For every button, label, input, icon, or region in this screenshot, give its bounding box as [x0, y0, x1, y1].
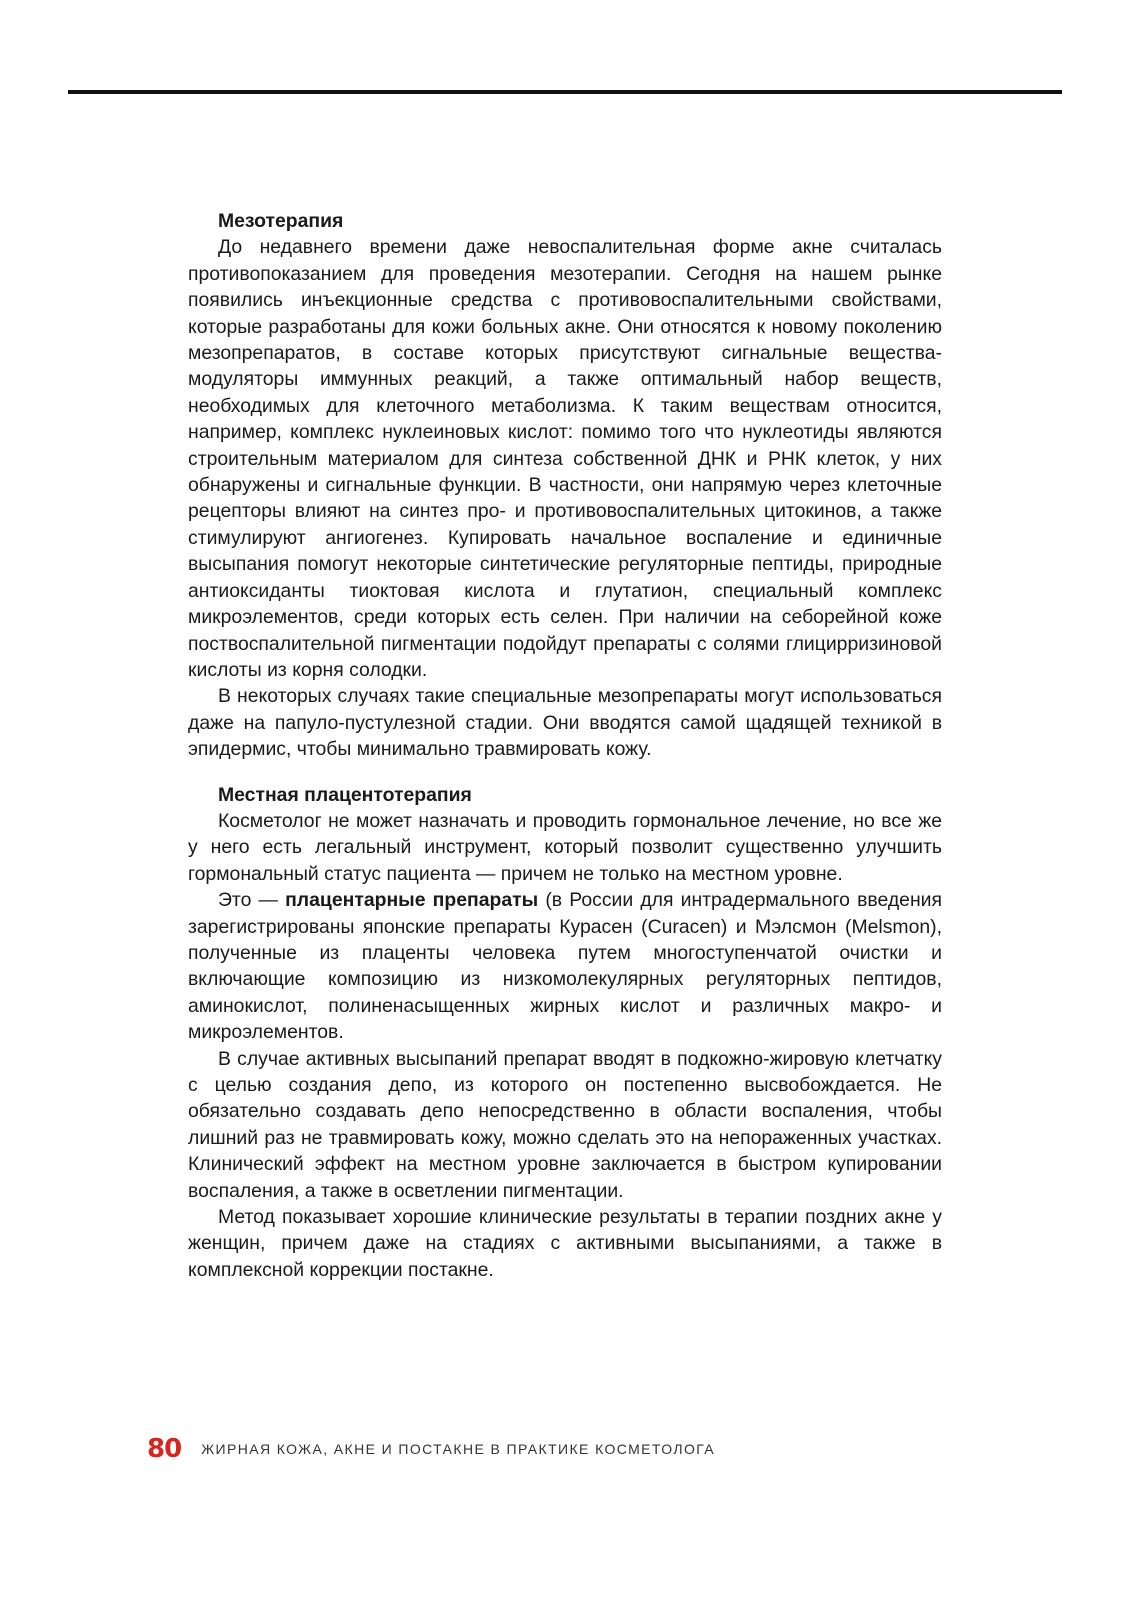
running-title: ЖИРНАЯ КОЖА, АКНЕ И ПОСТАКНЕ В ПРАКТИКЕ КОСМЕТОЛОГА [201, 1441, 716, 1457]
page-body [188, 208, 942, 1283]
section-heading: Мезотерапия [218, 210, 344, 232]
paragraph: В случае активных высыпаний препарат вводят в подкожно-жировую клетчатку с целью создания депо, из которого он постепенно высвобождается. Не обязательно создавать депо непосредственно в области воспаления, чтобы лишний раз не травмировать кожу, можно сделать это на непораженных участках. Клинический эффект на местном уровне заключается в быстром купировании воспаления, а также в осветлении пигментации. [188, 1047, 942, 1202]
section-mesotherapy [188, 208, 942, 763]
page-number: 80 [147, 1434, 182, 1464]
emphasis-term: плацентарные препараты [285, 889, 539, 912]
paragraph: Метод показывает хорошие клинические результаты в терапии поздних акне у женщин, причем даже на стадиях с активными высыпаниями, а также в комплексной коррекции постакне. [188, 1206, 942, 1281]
paragraph: Косметолог не может назначать и проводить гормональное лечение, но все же у него есть легальный инструмент, который позволит существенно улучшить гормональный статус пациента — причем не только на местном уровне. [188, 809, 942, 885]
section-heading: Местная плацентотерапия [218, 783, 472, 806]
section-placentotherapy [188, 782, 942, 1284]
header-rule [68, 90, 1062, 94]
paragraph-text: Это — [218, 889, 286, 912]
page-footer [147, 1434, 715, 1464]
paragraph: До недавнего времени даже невоспалительная форме акне считалась противопоказанием для проведения мезотерапии. Сегодня на нашем рынке появились инъекционные средства с противовоспалительными свойствами, которые разработаны для кожи больных акне. Они относятся к новому поколению мезопрепаратов, в составе которых присутствуют сигнальные вещества-модуляторы иммунных реакций, а также оптимальный набор веществ, необходимых для клеточного метаболизма. К таким веществам относится, например, комплекс нуклеиновых кислот: помимо того что нуклеотиды являются строительным материалом для синтеза собственной ДНК и РНК клеток, у них обнаружены и сигнальные функции. В частности, они напрямую через клеточные рецепторы влияют на синтез про- и противовоспалительных цитокинов, а также стимулируют ангиогенез. Купировать начальное воспаление и единичные высыпания помогут некоторые синтетические регуляторные пептиды, природные антиоксиданты тиоктовая кислота и глутатион, специальный комплекс микроэлементов, среди которых есть селен. При наличии на себорейной коже поствоспалительной пигментации подойдут препараты с солями глицирризиновой кислоты из корня солодки. [188, 236, 942, 681]
paragraph: В некоторых случаях такие специальные мезопрепараты могут использоваться даже на папуло-пустулезной стадии. Они вводятся самой щадящей техникой в эпидермис, чтобы минимально травмировать кожу. [188, 685, 942, 761]
paragraph-text: (в России для интрадермального введения зарегистрированы японские препараты Курасен (Curacen) и Мэлсмон (Melsmon), полученные из плаценты человека путем многоступенчатой очистки и включающие композицию из низкомолекулярных регуляторных пептидов, аминокислот, полиненасыщенных жирных кислот и различных макро- и микроэлементов. [188, 889, 942, 1044]
paragraph-with-emphasis [188, 887, 942, 1045]
